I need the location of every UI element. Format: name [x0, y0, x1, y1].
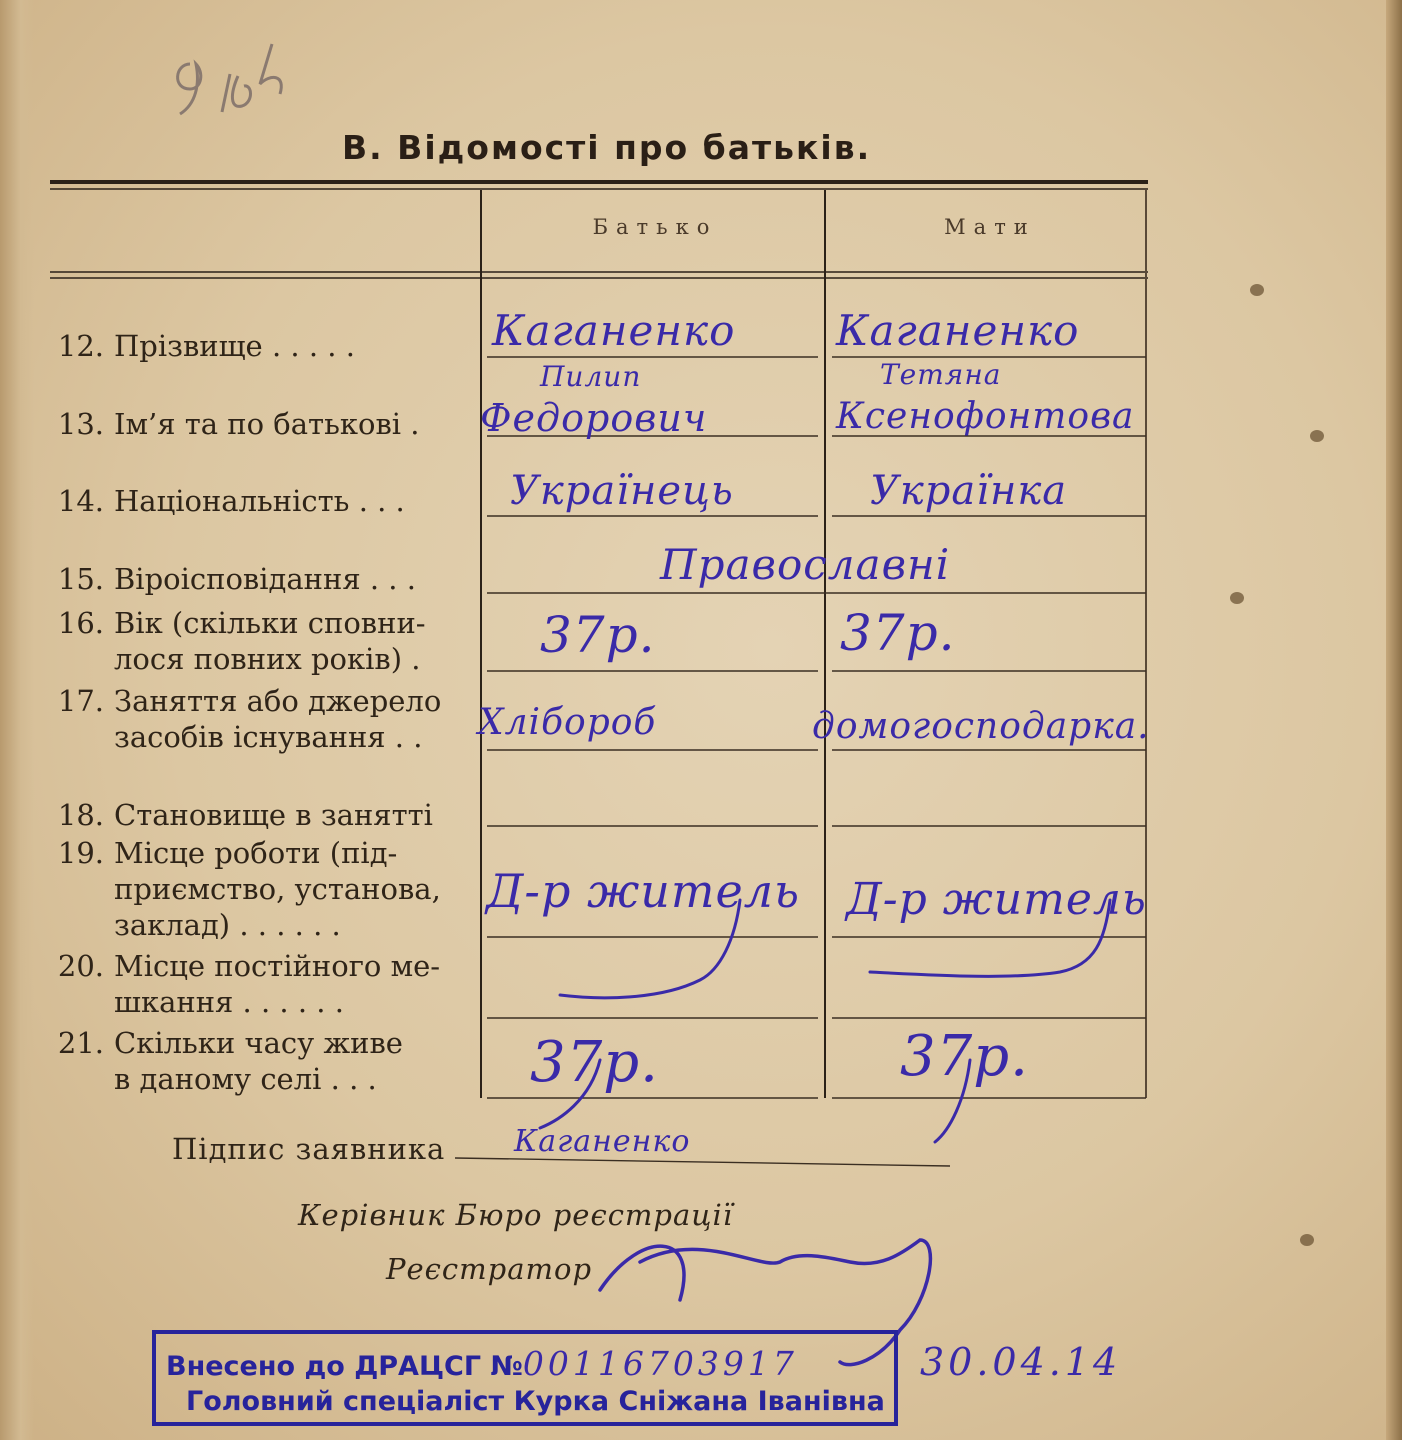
mother-workplace: Д-р житель	[846, 874, 1147, 925]
stamp-date: 30.04.14	[920, 1340, 1122, 1384]
row-20-label: 20. Місце постійного ме- шкання . . . . . .	[57, 949, 441, 1019]
row-12-label: 12. Прізвище . . . . .	[57, 329, 355, 363]
bureau-head-label: Керівник Бюро реєстрації	[298, 1198, 734, 1232]
father-age: 37р.	[540, 606, 656, 664]
column-header-father: Батько	[592, 215, 718, 239]
mother-patronymic: Ксенофонтова	[836, 396, 1135, 437]
paper-spot	[1250, 284, 1264, 296]
paper-spot	[1310, 430, 1324, 442]
paper-spot	[1230, 592, 1244, 604]
mother-first-name: Тетяна	[880, 358, 1002, 391]
mother-occupation: домогосподарка.	[812, 706, 1150, 747]
stamp-line-2: Головний спеціаліст Курка Сніжана Іванівна	[186, 1386, 885, 1417]
mother-residence-years: 37р.	[900, 1024, 1029, 1089]
father-occupation: Хлібороб	[478, 702, 657, 743]
religion-both: Православні	[660, 540, 951, 589]
row-19-label: 19. Місце роботи (під- приємство, установа, заклад) . . . . . .	[57, 836, 441, 942]
father-first-name: Пилип	[540, 360, 642, 393]
father-workplace: Д-р житель	[486, 864, 801, 918]
row-16-label: 16. Вік (скільки сповни- лося повних років) .	[57, 606, 426, 676]
mother-surname: Каганенко	[836, 306, 1080, 355]
registrar-label: Реєстратор	[386, 1252, 593, 1286]
row-21-label: 21. Скільки часу живе в даному селі . . .	[57, 1026, 403, 1096]
father-patronymic: Федорович	[480, 396, 708, 440]
stamp-record-number: 00116703917	[522, 1344, 798, 1383]
section-title: В. Відомості про батьків.	[342, 128, 872, 167]
row-17-label: 17. Заняття або джерело засобів існування . .	[57, 684, 442, 754]
applicant-signature-label: Підпис заявника	[172, 1132, 446, 1166]
paper-spot	[1300, 1234, 1314, 1246]
row-15-label: 15. Віроісповідання . . .	[57, 562, 416, 596]
father-residence-years: 37р.	[530, 1030, 659, 1095]
mother-nationality: Українка	[870, 468, 1068, 514]
stamp-line-1: Внесено до ДРАЦСГ №00116703917	[166, 1344, 798, 1383]
row-13-label: 13. Ім’я та по батькові .	[57, 407, 420, 441]
father-nationality: Українець	[510, 468, 734, 514]
column-header-mother: Мати	[944, 215, 1036, 239]
mother-age: 37р.	[840, 604, 956, 662]
registration-stamp	[152, 1330, 898, 1426]
row-14-label: 14. Національність . . .	[57, 484, 405, 518]
applicant-signature: Каганенко	[514, 1124, 691, 1159]
row-18-label: 18. Становище в занятті	[57, 798, 433, 832]
father-surname: Каганенко	[492, 306, 736, 355]
